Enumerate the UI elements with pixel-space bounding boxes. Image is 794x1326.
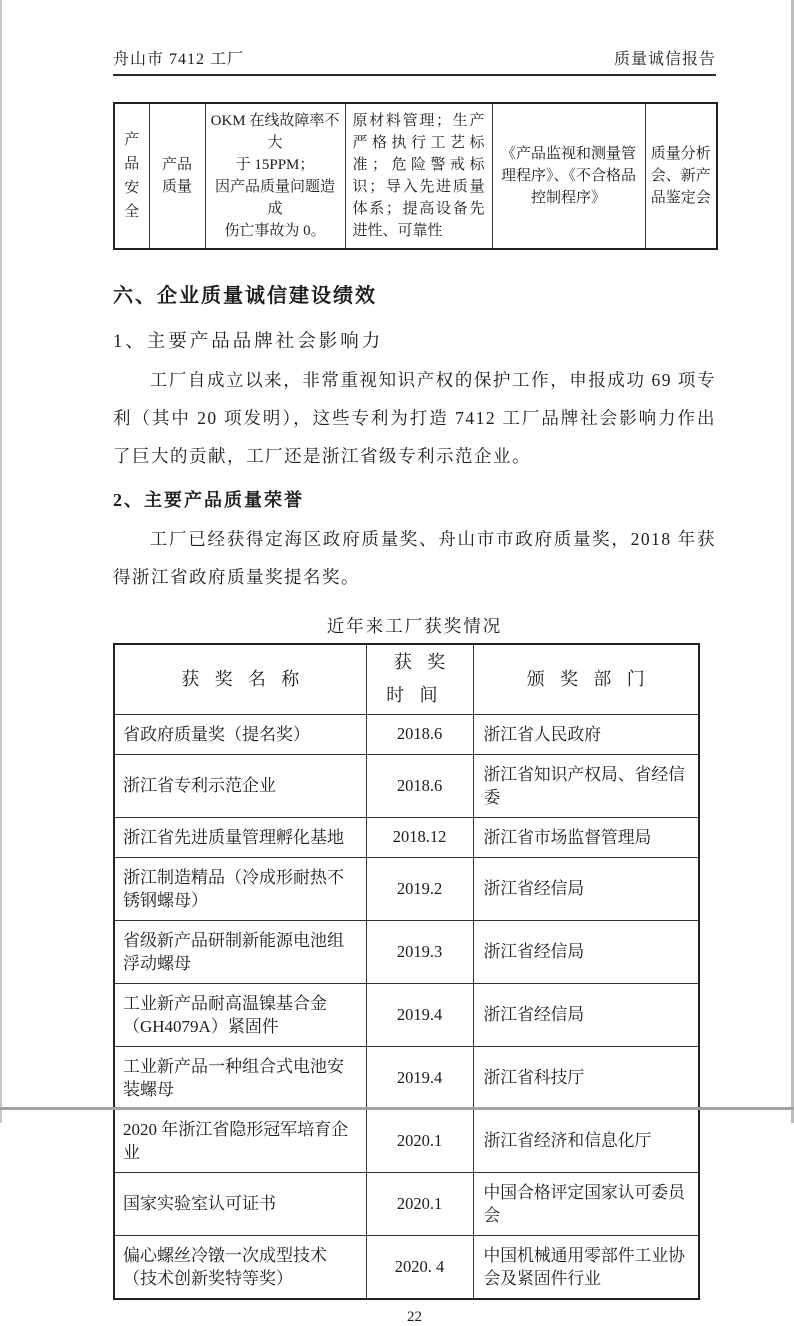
scan-edge-bottom <box>0 1107 794 1110</box>
paragraph-brand-influence: 工厂自成立以来，非常重视知识产权的保护工作，申报成功 69 项专利（其中 20 项发明），这些专利为打造 7412 工厂品牌社会影响力作出了巨大的贡献，工厂还是浙江省级专利示范企业。 <box>113 370 716 466</box>
award-time: 2018.6 <box>366 714 473 754</box>
award-name: 偏心螺丝冷镦一次成型技术（技术创新奖特等奖） <box>114 1235 366 1299</box>
award-time: 2019.4 <box>366 1046 473 1109</box>
award-dept: 中国机械通用零部件工业协会及紧固件行业 <box>473 1235 699 1299</box>
award-dept: 浙江省知识产权局、省经信委 <box>473 754 699 817</box>
award-dept: 浙江省经信局 <box>473 920 699 983</box>
award-dept: 浙江省经信局 <box>473 857 699 920</box>
section-heading: 六、企业质量诚信建设绩效 <box>113 285 377 307</box>
column-header-award-time: 获奖时间 <box>366 644 473 714</box>
cell-meetings: 质量分析会、新产品鉴定会 <box>645 103 717 249</box>
page-number: 22 <box>407 1308 422 1325</box>
running-header <box>113 0 716 76</box>
table-row <box>114 817 699 857</box>
table-row <box>114 857 699 920</box>
table-row <box>114 1109 699 1172</box>
page-content <box>113 0 716 1326</box>
award-dept: 浙江省市场监督管理局 <box>473 817 699 857</box>
award-time: 2018.6 <box>366 754 473 817</box>
award-dept: 浙江省科技厅 <box>473 1046 699 1109</box>
award-name: 浙江制造精品（冷成形耐热不锈钢螺母） <box>114 857 366 920</box>
cell-measures: 原材料管理；生产严格执行工艺标准；危险警戒标识；导入先进质量体系；提高设备先进性、可靠性 <box>345 103 492 249</box>
table-row <box>114 920 699 983</box>
award-time: 2018.12 <box>366 817 473 857</box>
paragraph-quality-honors: 工厂已经获得定海区政府质量奖、舟山市市政府质量奖，2018 年获得浙江省政府质量奖提名奖。 <box>113 529 716 587</box>
column-header-award-name: 获奖名称 <box>114 644 366 714</box>
awards-table <box>113 643 700 1300</box>
header-report-title: 质量诚信报告 <box>613 51 716 68</box>
award-dept: 中国合格评定国家认可委员会 <box>473 1172 699 1235</box>
award-time: 2019.3 <box>366 920 473 983</box>
cell-aspect: 产品 质量 <box>149 103 205 249</box>
table-row <box>114 1046 699 1109</box>
award-dept: 浙江省人民政府 <box>473 714 699 754</box>
column-header-award-dept: 颁奖部门 <box>473 644 699 714</box>
award-name: 工业新产品一种组合式电池安装螺母 <box>114 1046 366 1109</box>
award-name: 浙江省专利示范企业 <box>114 754 366 817</box>
scan-edge-left <box>0 0 2 1123</box>
award-time: 2019.2 <box>366 857 473 920</box>
awards-table-title: 近年来工厂获奖情况 <box>326 616 503 636</box>
cell-procedures: 《产品监视和测量管理程序》、《不合格品控制程序》 <box>492 103 645 249</box>
product-safety-table <box>113 102 718 250</box>
cell-category: 产品安全 <box>114 103 149 249</box>
award-name: 工业新产品耐高温镍基合金（GH4079A）紧固件 <box>114 983 366 1046</box>
subsection-2-heading: 2、主要产品质量荣誉 <box>113 490 304 510</box>
award-name: 浙江省先进质量管理孵化基地 <box>114 817 366 857</box>
table-row <box>114 983 699 1046</box>
table-row <box>114 1235 699 1299</box>
cell-target: OKM 在线故障率不大 于 15PPM； 因产品质量问题造成 伤亡事故为 0。 <box>205 103 345 249</box>
table-row <box>114 1172 699 1235</box>
award-time: 2020.1 <box>366 1172 473 1235</box>
award-time: 2020. 4 <box>366 1235 473 1299</box>
award-dept: 浙江省经信局 <box>473 983 699 1046</box>
award-time: 2020.1 <box>366 1109 473 1172</box>
award-name: 省政府质量奖（提名奖） <box>114 714 366 754</box>
award-name: 2020 年浙江省隐形冠军培育企业 <box>114 1109 366 1172</box>
subsection-1-heading: 1、主要产品品牌社会影响力 <box>113 332 384 352</box>
award-dept: 浙江省经济和信息化厅 <box>473 1109 699 1172</box>
table-row <box>114 103 717 249</box>
table-row <box>114 754 699 817</box>
award-name: 国家实验室认可证书 <box>114 1172 366 1235</box>
award-name: 省级新产品研制新能源电池组浮动螺母 <box>114 920 366 983</box>
table-row <box>114 714 699 754</box>
header-company-name: 舟山市 7412 工厂 <box>113 51 245 68</box>
award-time: 2019.4 <box>366 983 473 1046</box>
awards-header-row <box>114 644 699 714</box>
